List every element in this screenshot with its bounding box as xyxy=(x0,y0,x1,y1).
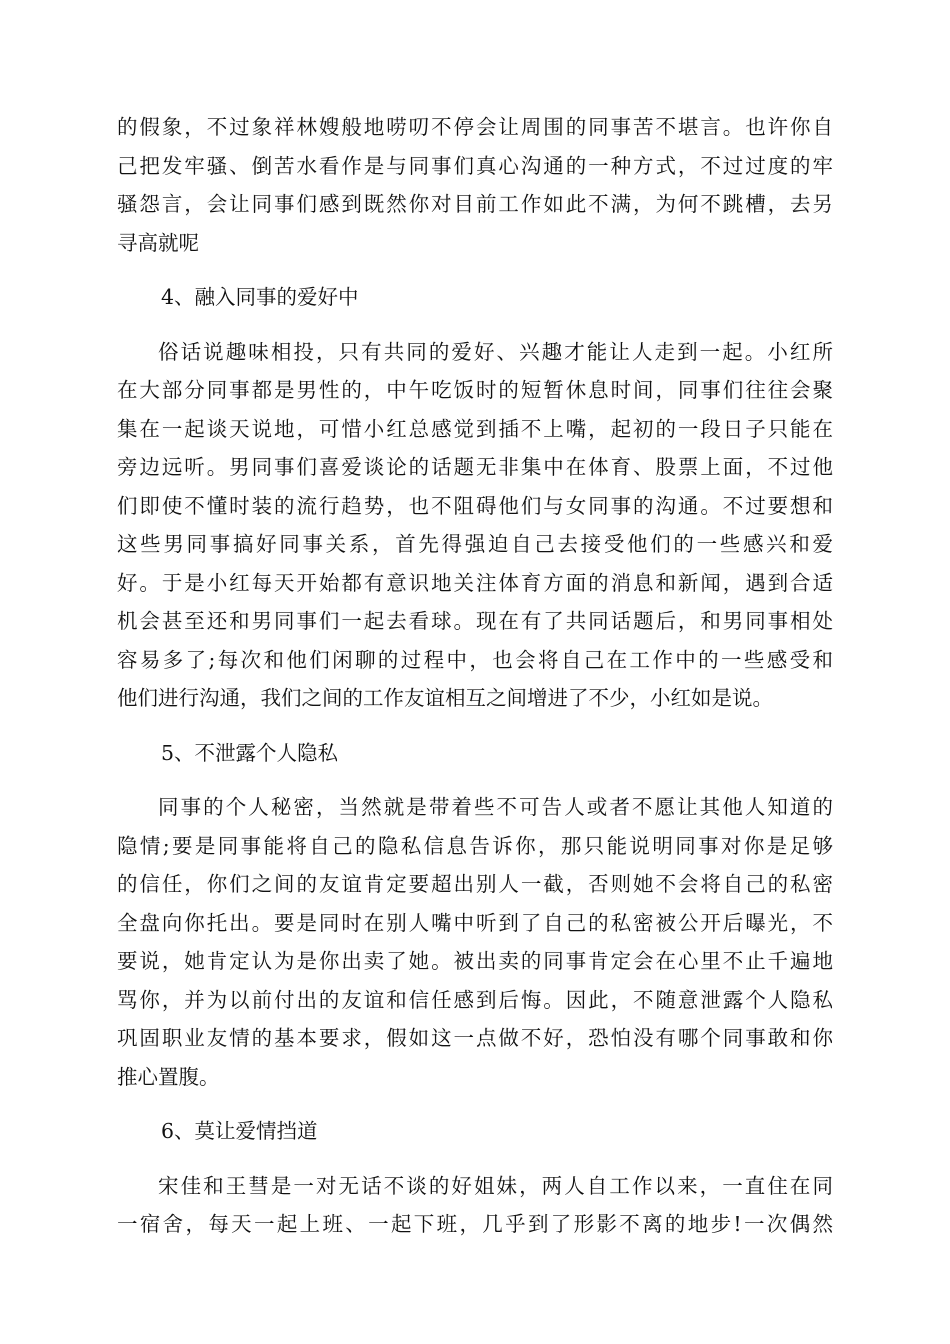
section-heading-6: 6、莫让爱情挡道 xyxy=(161,1119,318,1143)
text-line: 机会甚至还和男同事们一起去看球。现在有了共同话题后，和男同事相处 xyxy=(117,609,833,633)
text-line: 要说，她肯定认为是你出卖了她。被出卖的同事肯定会在心里不止千遍地 xyxy=(117,949,833,973)
text-line: 一宿舍，每天一起上班、一起下班，几乎到了形影不离的地步!一次偶然 xyxy=(117,1212,833,1236)
text-line: 推心置腹。 xyxy=(117,1064,220,1089)
text-line: 俗话说趣味相投，只有共同的爱好、兴趣才能让人走到一起。小红所 xyxy=(158,339,833,364)
text-line: 全盘向你托出。要是同时在别人嘴中听到了自己的私密被公开后曝光，不 xyxy=(117,910,833,935)
text-line: 己把发牢骚、倒苦水看作是与同事们真心沟通的一种方式，不过过度的牢 xyxy=(117,153,833,178)
text-line: 集在一起谈天说地，可惜小红总感觉到插不上嘴，起初的一段日子只能在 xyxy=(117,416,833,441)
text-line: 容易多了;每次和他们闲聊的过程中，也会将自己在工作中的一些感受和 xyxy=(117,647,833,672)
text-line: 骚怨言，会让同事们感到既然你对目前工作如此不满，为何不跳槽，去另 xyxy=(117,192,833,216)
text-line: 隐情;要是同事能将自己的隐私信息告诉你，那只能说明同事对你是足够 xyxy=(117,833,833,858)
document-body xyxy=(117,108,833,1244)
text-line: 在大部分同事都是男性的，中午吃饭时的短暂休息时间，同事们往往会聚 xyxy=(117,378,833,402)
text-line: 宋佳和王彗是一对无话不谈的好姐妹，两人自工作以来，一直住在同 xyxy=(158,1173,833,1198)
text-line: 巩固职业友情的基本要求，假如这一点做不好，恐怕没有哪个同事敢和你 xyxy=(117,1026,833,1050)
paragraph-love xyxy=(117,1167,833,1244)
text-line: 骂你，并为以前付出的友谊和信任感到后悔。因此，不随意泄露个人隐私 xyxy=(117,987,833,1012)
text-line: 寻高就呢 xyxy=(117,230,199,255)
text-line: 同事的个人秘密，当然就是带着些不可告人或者不愿让其他人知道的 xyxy=(158,795,833,819)
text-line: 们即使不懂时装的流行趋势，也不阻碍他们与女同事的沟通。不过要想和 xyxy=(117,493,833,518)
paragraph-privacy xyxy=(117,788,833,1096)
paragraph-complaints xyxy=(117,108,833,262)
text-line: 的信任，你们之间的友谊肯定要超出别人一截，否则她不会将自己的私密 xyxy=(117,872,833,896)
text-line: 旁边远听。男同事们喜爱谈论的话题无非集中在体育、股票上面，不过他 xyxy=(117,455,833,479)
section-heading-4: 4、融入同事的爱好中 xyxy=(161,285,359,309)
section-heading-5: 5、不泄露个人隐私 xyxy=(161,740,339,765)
text-line: 这些男同事搞好同事关系，首先得强迫自己去接受他们的一些感兴和爱 xyxy=(117,532,833,556)
text-line: 的假象，不过象祥林嫂般地唠叨不停会让周围的同事苦不堪言。也许你自 xyxy=(117,115,833,139)
paragraph-hobbies xyxy=(117,333,833,718)
text-line: 好。于是小红每天开始都有意识地关注体育方面的消息和新闻，遇到合适 xyxy=(117,570,833,595)
text-line: 他们进行沟通，我们之间的工作友谊相互之间增进了不少，小红如是说。 xyxy=(117,686,773,710)
